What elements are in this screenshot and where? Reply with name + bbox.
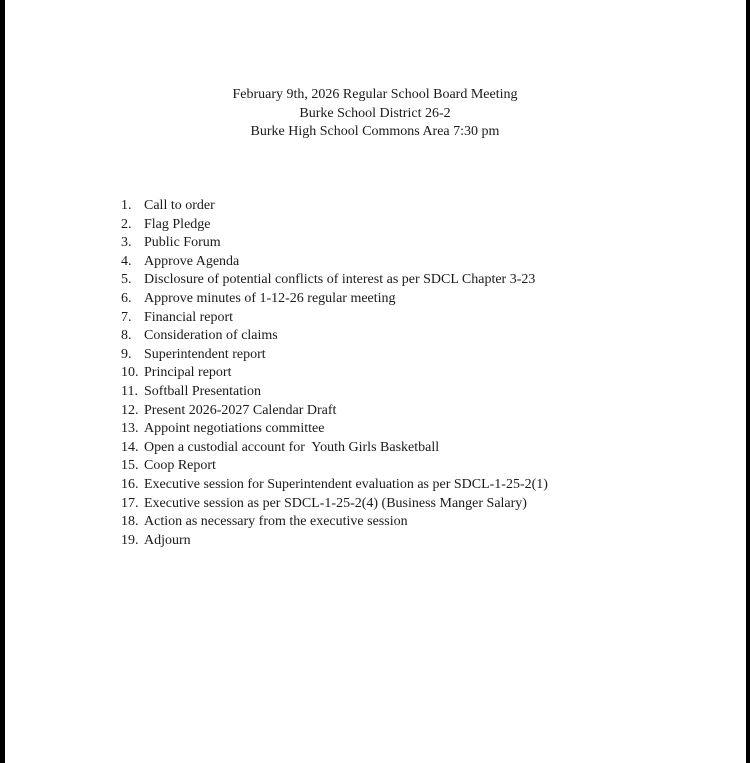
agenda-item-number: 15. — [121, 458, 139, 474]
agenda-item — [121, 402, 548, 421]
agenda-item — [121, 439, 548, 458]
meeting-title: February 9th, 2026 Regular School Board Meeting — [232, 87, 518, 102]
agenda-item — [121, 364, 548, 383]
agenda-item — [121, 327, 548, 346]
meeting-header — [0, 86, 750, 142]
agenda-item-text: Present 2026-2027 Calendar Draft — [144, 402, 337, 418]
agenda-item-number: 7. — [121, 309, 132, 325]
agenda-item-text: Open a custodial account for Youth Girls Basketball — [144, 439, 440, 455]
agenda-item — [121, 234, 548, 253]
district-name: Burke School District 26-2 — [299, 105, 451, 121]
meeting-location: Burke High School Commons Area 7:30 pm — [250, 124, 500, 139]
agenda-item-number: 1. — [121, 198, 132, 213]
agenda-item-number: 13. — [121, 421, 139, 437]
agenda-list — [121, 197, 548, 550]
agenda-item-number: 12. — [121, 402, 139, 418]
agenda-item — [121, 346, 548, 365]
agenda-item-number: 8. — [121, 328, 132, 344]
agenda-item-number: 18. — [121, 514, 139, 530]
agenda-item — [121, 495, 548, 514]
agenda-item-text: Principal report — [144, 365, 232, 381]
agenda-item-text: Call to order — [144, 198, 215, 213]
agenda-item — [121, 309, 548, 328]
agenda-item-number: 4. — [121, 253, 132, 269]
agenda-item-text: Adjourn — [144, 532, 191, 548]
agenda-item-text: Softball Presentation — [144, 383, 262, 399]
agenda-item-text: Disclosure of potential conflicts of interest as per SDCL Chapter 3-23 — [144, 272, 536, 288]
agenda-item — [121, 457, 548, 476]
agenda-item-number: 11. — [121, 383, 138, 399]
agenda-item-number: 17. — [121, 495, 139, 511]
agenda-item-text: Approve minutes of 1-12-26 regular meeting — [144, 290, 396, 306]
agenda-item-text: Approve Agenda — [144, 253, 240, 269]
agenda-item-text: Executive session as per SDCL-1-25-2(4) (Business Manger Salary) — [144, 495, 527, 511]
agenda-item-text: Flag Pledge — [144, 216, 211, 232]
agenda-item — [121, 197, 548, 216]
agenda-item — [121, 513, 548, 532]
agenda-item-text: Public Forum — [144, 235, 221, 251]
agenda-item-text: Appoint negotiations committee — [144, 421, 325, 437]
agenda-item — [121, 532, 548, 551]
agenda-item-text: Executive session for Superintendent evaluation as per SDCL-1-25-2(1) — [144, 476, 548, 492]
agenda-item-number: 5. — [121, 272, 132, 288]
agenda-item-text: Coop Report — [144, 458, 216, 474]
agenda-item-number: 14. — [121, 439, 139, 455]
agenda-item-text: Consideration of claims — [144, 328, 278, 344]
agenda-item-text: Action as necessary from the executive session — [144, 514, 408, 530]
agenda-item-number: 19. — [121, 532, 139, 548]
agenda-item-number: 16. — [121, 476, 139, 492]
agenda-item-number: 3. — [121, 235, 132, 251]
agenda-item-text: Superintendent report — [144, 346, 266, 362]
agenda-item — [121, 420, 548, 439]
agenda-item-number: 10. — [121, 365, 139, 381]
agenda-item-number: 9. — [121, 346, 132, 362]
agenda-item — [121, 253, 548, 272]
agenda-item — [121, 216, 548, 235]
agenda-item-number: 2. — [121, 216, 132, 232]
agenda-item — [121, 476, 548, 495]
agenda-item-number: 6. — [121, 290, 132, 306]
agenda-item — [121, 271, 548, 290]
agenda-item — [121, 290, 548, 309]
agenda-item-text: Financial report — [144, 309, 234, 325]
agenda-item — [121, 383, 548, 402]
